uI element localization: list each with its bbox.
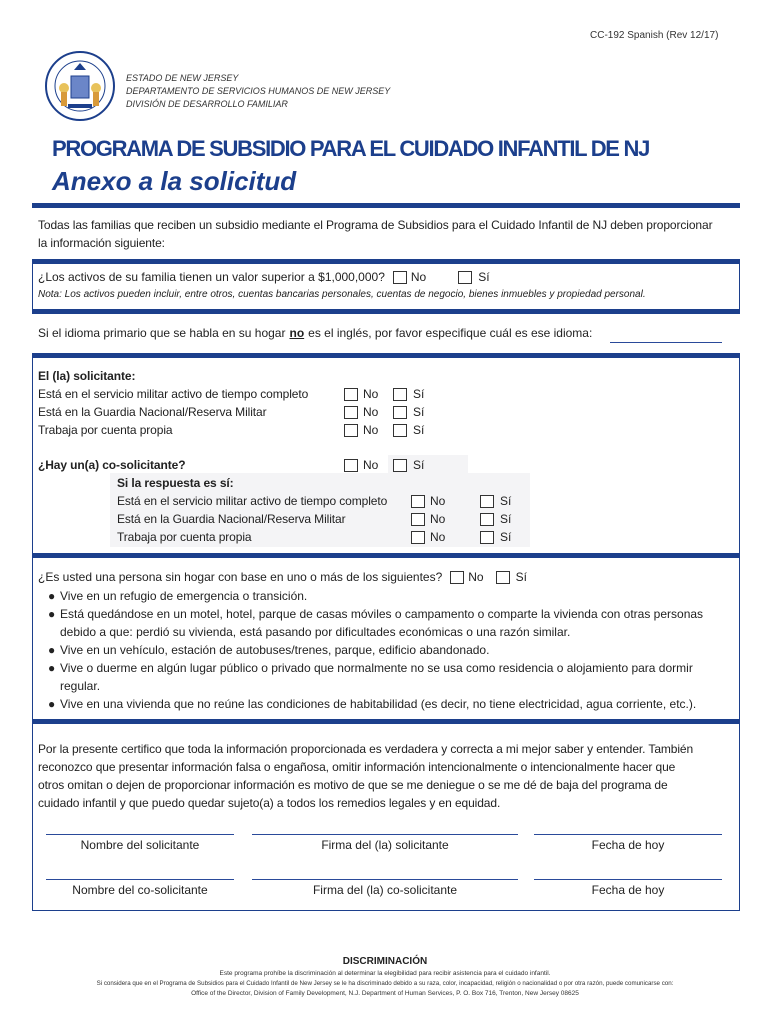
assets-note: Nota: Los activos pueden incluir, entre otros, cuentas bancarias personales, cuentas de negocio, bienes inmuebles y propiedad personal. <box>38 289 646 300</box>
section-divider <box>32 203 740 208</box>
bullet-icon: ● <box>48 607 56 621</box>
yes-label: Sí <box>413 423 425 437</box>
footer-line3: Office of the Director, Division of Family Development, N.J. Department of Human Services, P. O. Box 716, Trenton, New Jersey 08625 <box>191 990 579 997</box>
coapplicant-question: ¿Hay un(a) co-solicitante? <box>38 458 186 472</box>
bullet-text: regular. <box>60 679 101 693</box>
certification-line: otros omitan o dejen de proporcionar información es motivo de que se me deniegue o se me dé de baja del programa de <box>38 778 668 792</box>
box-border-left <box>32 259 33 309</box>
no-label: No <box>363 387 379 401</box>
homeless-no-checkbox[interactable] <box>450 571 464 584</box>
coapplicant-selfemployed-no-checkbox[interactable] <box>411 531 425 544</box>
applicant-military-yes-checkbox[interactable] <box>393 388 407 401</box>
homeless-bullet <box>48 697 696 711</box>
applicant-guard-yes-checkbox[interactable] <box>393 406 407 419</box>
applicant-name-line[interactable] <box>46 834 234 835</box>
homeless-bullet <box>48 661 693 675</box>
coapplicant-military-yes-checkbox[interactable] <box>480 495 494 508</box>
coapplicant-row-selfemployed: Trabaja por cuenta propia <box>117 530 252 544</box>
assets-no-checkbox[interactable] <box>393 271 407 284</box>
homeless-bullet <box>48 607 703 621</box>
section-divider <box>32 309 740 314</box>
coapplicant-guard-options <box>411 512 511 526</box>
coapplicant-row-military: Está en el servicio militar activo de tiempo completo <box>117 494 388 508</box>
no-label: No <box>430 530 446 544</box>
section-divider <box>32 259 740 264</box>
agency-state: ESTADO DE NEW JERSEY <box>126 73 239 83</box>
applicant-heading: El (la) solicitante: <box>38 369 136 383</box>
bullet-icon: ● <box>48 643 56 657</box>
bullet-text: Vive en una vivienda que no reúne las condiciones de habitabilidad (es decir, no tiene electricidad, agua corriente, etc.). <box>60 697 697 711</box>
bullet-text: Está quedándose en un motel, hotel, parque de casas móviles o campamento o comparte la vivienda con otras personas <box>60 607 704 621</box>
page-title: PROGRAMA DE SUBSIDIO PARA EL CUIDADO INFANTIL DE NJ <box>52 136 650 161</box>
homeless-row <box>38 570 527 584</box>
coapplicant-selfemployed-yes-checkbox[interactable] <box>480 531 494 544</box>
certification-line: cuidado infantil y que puedo quedar sujeto(a) a todos los remedios legales y en equidad. <box>38 796 501 810</box>
language-text-emph: no <box>289 326 305 340</box>
homeless-yes-label: Sí <box>515 570 527 584</box>
coapplicant-name-line[interactable] <box>46 879 234 880</box>
applicant-guard-no-checkbox[interactable] <box>344 406 358 419</box>
bullet-text: Vive en un refugio de emergencia o transición. <box>60 589 308 603</box>
coapplicant-name-label: Nombre del co-solicitante <box>72 883 208 897</box>
homeless-bullet-cont <box>48 679 100 693</box>
language-row <box>38 326 592 340</box>
date-line-1[interactable] <box>534 834 722 835</box>
applicant-signature-label: Firma del (la) solicitante <box>321 838 449 852</box>
applicant-military-no-checkbox[interactable] <box>344 388 358 401</box>
bullet-text: debido a que: perdió su vivienda, está pasando por dificultades económicas o una razón similar. <box>60 625 571 639</box>
applicant-selfemployed-options <box>344 423 424 437</box>
homeless-bullet-cont <box>48 625 570 639</box>
no-label: No <box>363 458 379 472</box>
date-label-2: Fecha de hoy <box>591 883 665 897</box>
homeless-bullet <box>48 643 489 657</box>
language-text-before: Si el idioma primario que se habla en su hogar <box>38 326 286 340</box>
section-divider <box>32 353 740 358</box>
agency-division: DIVISIÓN DE DESARROLLO FAMILIAR <box>126 99 288 109</box>
coapplicant-military-options <box>411 494 511 508</box>
bullet-spacer <box>48 679 60 693</box>
no-label: No <box>430 494 446 508</box>
coapplicant-guard-yes-checkbox[interactable] <box>480 513 494 526</box>
applicant-row-selfemployed: Trabaja por cuenta propia <box>38 423 173 437</box>
coapplicant-if-yes: Si la respuesta es sí: <box>117 476 234 490</box>
footer-heading: DISCRIMINACIÓN <box>342 956 428 967</box>
intro-text: Todas las familias que reciben un subsidio mediante el Programa de Subsidios para el Cuidado Infantil de NJ deben proporcionar la información siguiente: <box>38 218 713 250</box>
homeless-question: ¿Es usted una persona sin hogar con base en uno o más de los siguientes? <box>38 570 443 584</box>
box-border-bottom <box>32 910 740 911</box>
applicant-military-options <box>344 387 424 401</box>
applicant-signature-line[interactable] <box>252 834 518 835</box>
yes-label: Sí <box>413 458 425 472</box>
bullet-icon: ● <box>48 661 56 675</box>
form-code: CC-192 Spanish (Rev 12/17) <box>590 30 719 41</box>
applicant-guard-options <box>344 405 424 419</box>
applicant-selfemployed-yes-checkbox[interactable] <box>393 424 407 437</box>
coapplicant-selfemployed-options <box>411 530 511 544</box>
yes-label: Sí <box>500 512 512 526</box>
footer-line1: Este programa prohíbe la discriminación al determinar la elegibilidad para recibir asistencia para el cuidado infantil. <box>219 970 551 977</box>
agency-block <box>126 72 390 111</box>
box-border-left <box>32 719 33 911</box>
yes-label: Sí <box>500 494 512 508</box>
coapplicant-signature-line[interactable] <box>252 879 518 880</box>
no-label: No <box>363 423 379 437</box>
bullet-icon: ● <box>48 589 56 603</box>
language-text-after: es el inglés, por favor especifique cuál es ese idioma: <box>308 326 593 340</box>
box-border-right <box>739 553 740 719</box>
applicant-name-label: Nombre del solicitante <box>80 838 200 852</box>
coapplicant-military-no-checkbox[interactable] <box>411 495 425 508</box>
no-label: No <box>430 512 446 526</box>
page-subtitle: Anexo a la solicitud <box>52 166 297 196</box>
box-border-left <box>32 553 33 719</box>
assets-row <box>38 270 490 284</box>
assets-no-label: No <box>410 270 427 284</box>
date-label-1: Fecha de hoy <box>591 838 665 852</box>
section-divider <box>32 553 740 558</box>
certification-text <box>38 740 693 812</box>
state-seal-logo <box>44 50 116 122</box>
certification-line: Por la presente certifico que toda la información proporcionada es verdadera y correcta a mi mejor saber y entender. También <box>38 742 694 756</box>
coapplicant-no-checkbox[interactable] <box>344 459 358 472</box>
certification-line: reconozco que presentar información falsa o engañosa, omitir información intencionalmente o intencionalmente hacer que <box>38 760 676 774</box>
bullet-text: Vive en un vehículo, estación de autobuses/trenes, parque, edificio abandonado. <box>60 643 490 657</box>
footer-line2: Si considera que en el Programa de Subsidios para el Cuidado Infantil de New Jersey se le ha discriminado debido a su raza, color, incapacidad, religión o nacionalidad o por otra razón, puede comunicarse con: <box>96 980 674 987</box>
section-divider <box>32 719 740 724</box>
assets-yes-label: Sí <box>478 270 490 284</box>
box-border-right <box>739 719 740 911</box>
homeless-bullet <box>48 589 307 603</box>
assets-yes-checkbox[interactable] <box>458 271 472 284</box>
coapplicant-yes-checkbox[interactable] <box>393 459 407 472</box>
coapplicant-row-guard: Está en la Guardia Nacional/Reserva Militar <box>117 512 346 526</box>
coapplicant-guard-no-checkbox[interactable] <box>411 513 425 526</box>
bullet-icon: ● <box>48 697 56 711</box>
yes-label: Sí <box>413 387 425 401</box>
language-input-line[interactable] <box>610 342 722 343</box>
coapplicant-signature-label: Firma del (la) co-solicitante <box>312 883 458 897</box>
box-border-right <box>739 353 740 553</box>
coapplicant-options <box>344 458 424 472</box>
box-border-right <box>739 259 740 309</box>
bullet-spacer <box>48 625 60 639</box>
applicant-row-guard: Está en la Guardia Nacional/Reserva Militar <box>38 405 267 419</box>
yes-label: Sí <box>500 530 512 544</box>
applicant-selfemployed-no-checkbox[interactable] <box>344 424 358 437</box>
box-border-left <box>32 353 33 553</box>
homeless-no-label: No <box>468 570 484 584</box>
agency-department: DEPARTAMENTO DE SERVICIOS HUMANOS DE NEW JERSEY <box>126 86 391 96</box>
assets-question: ¿Los activos de su familia tienen un valor superior a $1,000,000? <box>38 270 385 284</box>
date-line-2[interactable] <box>534 879 722 880</box>
yes-label: Sí <box>413 405 425 419</box>
no-label: No <box>363 405 379 419</box>
homeless-yes-checkbox[interactable] <box>496 571 510 584</box>
bullet-text: Vive o duerme en algún lugar público o privado que normalmente no se usa como residencia o alojamiento para dormir <box>60 661 693 675</box>
applicant-row-military: Está en el servicio militar activo de tiempo completo <box>38 387 309 401</box>
